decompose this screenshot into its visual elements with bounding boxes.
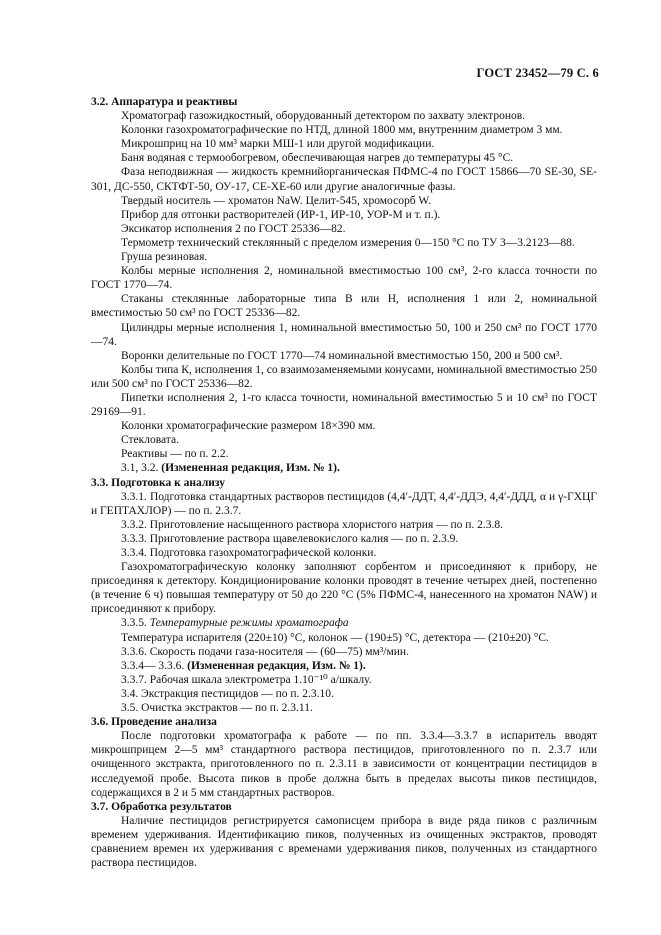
- list-item: Твердый носитель — хроматон NaW. Целит-545, хромосорб W.: [121, 194, 432, 207]
- list-item: Колбы типа К, исполнения 1, со взаимозаменяемыми конусами, номинальной вместимостью 250 или 500 см³ по ГОСТ 25336—82.: [91, 363, 597, 390]
- paragraph-3-3-6: 3.3.6. Скорость подачи газа-носителя — (60—75) мм³/мин.: [121, 645, 409, 658]
- list-item: Хроматограф газожидкостный, оборудованный детектором по захвату электронов.: [121, 110, 526, 123]
- amendment-ref: 3.1, 3.2.: [121, 462, 162, 475]
- amendment-text: (Измененная редакция, Изм. № 1).: [161, 462, 340, 475]
- paragraph-3-4: 3.4. Экстракция пестицидов — по п. 2.3.10.: [121, 687, 334, 700]
- list-item: Прибор для отгонки растворителей (ИР-1, ИР-10, УОР-М и т. п.).: [121, 208, 441, 221]
- paragraph-3-3-4: 3.3.4. Подготовка газохроматографической колонки.: [121, 547, 377, 559]
- paragraph-3-3-7: 3.3.7. Рабочая шкала электрометра 1.10⁻¹⁰ а/шкалу.: [121, 673, 372, 686]
- paragraph-3-3-1: 3.3.1. Подготовка стандартных растворов пестицидов (4,4′-ДДТ, 4,4′-ДДЭ, 4,4′-ДДД, α и γ-ГХЦГ и ГЕПТАХЛОР) — по п. 2.3.7.: [91, 490, 597, 517]
- paragraph-3-3-2: 3.3.2. Приготовление насыщенного раствора хлористого натрия — по п. 2.3.8.: [121, 518, 504, 531]
- amendment-note-3-1: [91, 461, 597, 475]
- list-item: Груша резиновая.: [121, 251, 208, 264]
- document-body: [91, 95, 597, 870]
- paragraph-3-3-3: 3.3.3. Приготовление раствора щавелевокислого калия — по п. 2.3.9.: [121, 532, 459, 545]
- paragraph-column-prep: Газохроматографическую колонку заполняют сорбентом и присоединяют к прибору, не присоединяя к детектору. Кондиционирование колонки проводят в течение четырех дней, постепенно (в течение 6 ч) повышая температуру от 50 до 220 °С (5% ПФМС-4, нанесенного на хроматон NAW) и присоединяют к прибору.: [91, 561, 597, 616]
- list-item: Воронки делительные по ГОСТ 1770—74 номинальной вместимостью 150, 200 и 500 см³.: [121, 349, 563, 362]
- list-item: Колонки хроматографические размером 18×390 мм.: [121, 420, 376, 433]
- amendment-note-3-3-4: [91, 659, 597, 673]
- paragraph-temperatures: Температура испарителя (220±10) °С, колонок — (190±5) °С, детектора — (210±20) °С.: [121, 631, 549, 644]
- amendment-ref: 3.3.4— 3.3.6.: [121, 659, 188, 672]
- list-item: Колбы мерные исполнения 2, номинальной вместимостью 100 см³, 2-го класса точности по ГОСТ 1770—74.: [91, 265, 597, 292]
- list-item: Термометр технический стеклянный с пределом измерения 0—150 °С по ТУ 3—3.2123—88.: [121, 236, 575, 249]
- list-item: Микрошприц на 10 мм³ марки МШ-1 или другой модификации.: [121, 138, 435, 151]
- paragraph-3-3-5: [91, 616, 597, 630]
- list-item: Колонки газохроматографические по НТД, длиной 1800 мм, внутренним диаметром 3 мм.: [121, 124, 563, 137]
- section-3-2-list: [91, 109, 597, 461]
- list-item: Баня водяная с термообогревом, обеспечивающая нагрев до температуры 45 °С.: [121, 152, 514, 165]
- section-3-7-heading: 3.7. Обработка результатов: [91, 800, 232, 813]
- list-item: Стекловата.: [121, 434, 179, 447]
- list-item: Стаканы стеклянные лабораторные типа В или Н, исполнения 1 или 2, номинальной вместимостью 50 см³ по ГОСТ 25336—82.: [91, 293, 597, 320]
- list-item: Цилиндры мерные исполнения 1, номинальной вместимостью 50, 100 и 250 см³ по ГОСТ 1770—74.: [91, 321, 597, 348]
- paragraph-3-6: После подготовки хроматографа к работе — по пп. 3.3.4—3.3.7 в испаритель вводят микрошприцем 2—5 мм³ стандартного раствора пестицидов, приготовленного по п. 2.3.7 или очищенного экстракта, приготовленного по п. 2.3.11 в зависимости от концентрации пестицидов в исследуемой пробе. Высота пиков в пробе должна быть в пределах высоты пиков пестицидов, содержащихся в 2 и 5 мм стандартных растворов.: [91, 730, 597, 799]
- paragraph-number: 3.3.5.: [121, 617, 150, 630]
- page-header: ГОСТ 23452—79 С. 6: [476, 66, 599, 80]
- list-item: Фаза неподвижная — жидкость кремнийорганическая ПФМС-4 по ГОСТ 15866—70 SE-30, SE-301, ДС-550, СКТФТ-50, ОУ-17, СЕ-ХЕ-60 или другие аналогичные фазы.: [91, 166, 597, 193]
- list-item: Реактивы — по п. 2.2.: [121, 448, 229, 461]
- paragraph-title: Температурные режимы хроматографа: [149, 617, 349, 630]
- list-item: Пипетки исполнения 2, 1-го класса точности, номинальной вместимостью 5 и 10 см³ по ГОСТ 29169—91.: [91, 391, 597, 419]
- section-3-2-heading: 3.2. Аппаратура и реактивы: [91, 96, 238, 108]
- amendment-text: (Измененная редакция, Изм. № 1).: [187, 659, 366, 672]
- paragraph-3-7: Наличие пестицидов регистрируется самописцем прибора в виде ряда пиков с различным временем удерживания. Идентификацию пиков, полученных из очищенных экстрактов, проводят сравнением времен их удерживания с временами удерживания пиков, полученных из стандартного раствора пестицидов.: [91, 814, 597, 870]
- list-item: Эксикатор исполнения 2 по ГОСТ 25336—82.: [121, 222, 346, 235]
- section-3-6-heading: 3.6. Проведение анализа: [91, 716, 217, 729]
- section-3-3-heading: 3.3. Подготовка к анализу: [91, 476, 226, 489]
- paragraph-3-5: 3.5. Очистка экстрактов — по п. 2.3.11.: [121, 702, 313, 715]
